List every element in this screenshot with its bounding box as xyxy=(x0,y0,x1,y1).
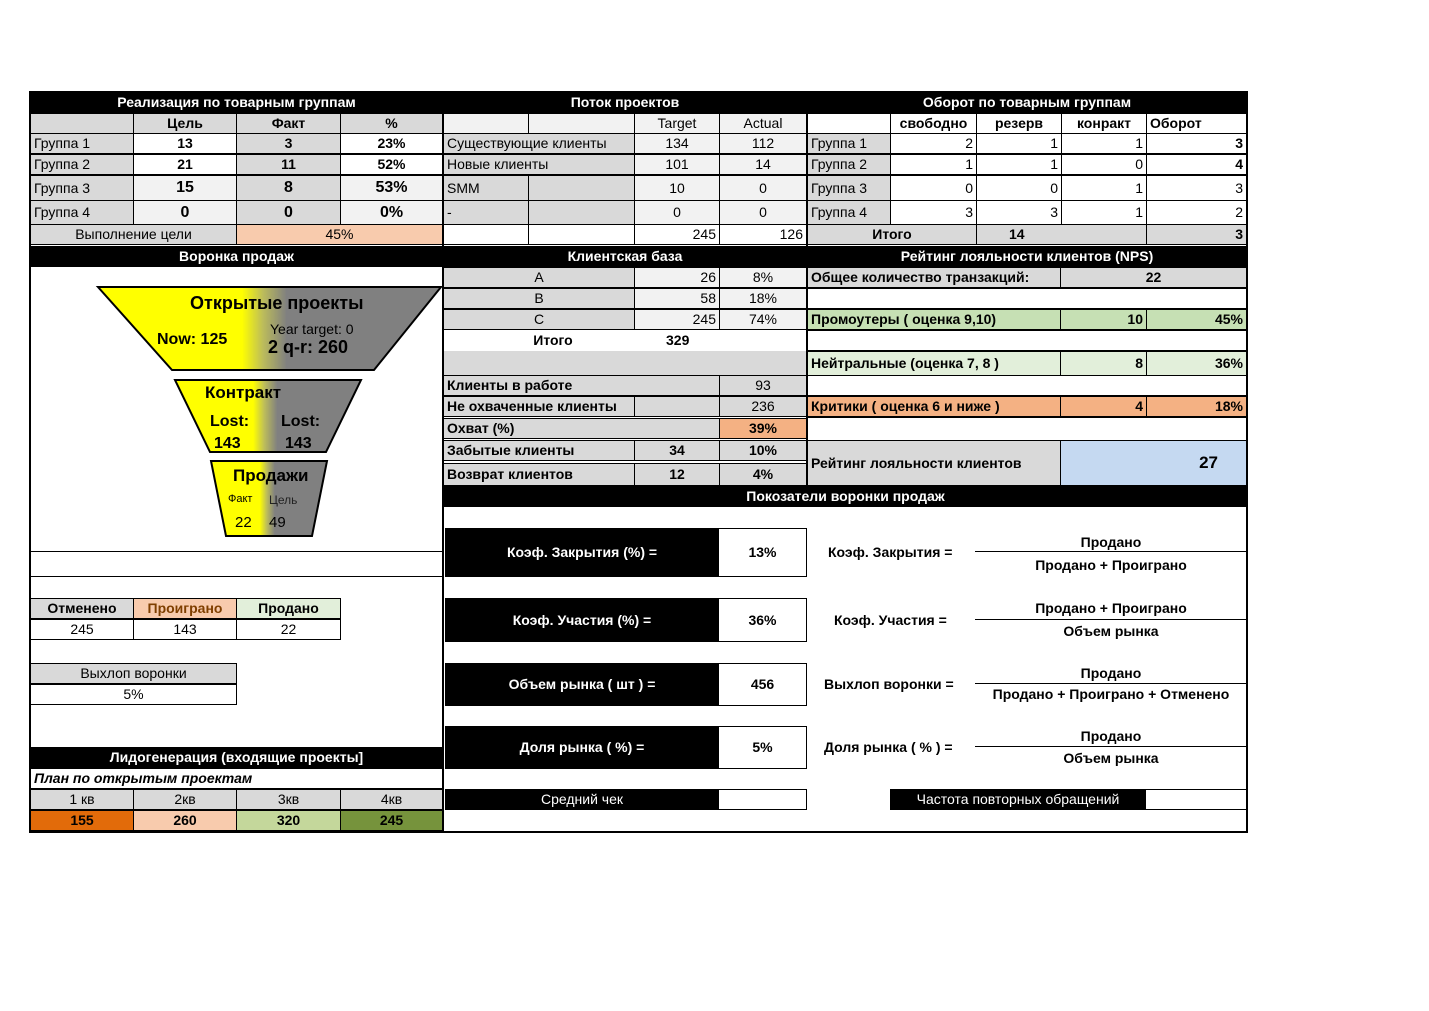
formula-yield-label: Выхлоп воронки = xyxy=(824,676,954,692)
status-header-cancelled: Отменено xyxy=(30,598,134,619)
status-header-sold: Продано xyxy=(236,598,341,619)
turnover-row-free: 3 xyxy=(890,200,977,225)
client-base-row-pct: 74% xyxy=(719,309,807,330)
turnover-row-reserve: 1 xyxy=(976,133,1062,154)
formula-closing-numerator: Продано xyxy=(1080,534,1142,550)
turnover-header: Оборот по товарным группам xyxy=(807,92,1247,113)
coverage-label: Охват (%) xyxy=(443,418,720,439)
uncovered-clients-value: 236 xyxy=(719,396,807,417)
forgotten-clients-pct: 10% xyxy=(719,440,807,461)
returned-clients-label: Возврат клиентов xyxy=(443,463,635,486)
kpi-market-volume-label: Объем рынка ( шт ) = xyxy=(445,663,719,706)
project-flow-row-name: Новые клиенты xyxy=(443,154,635,175)
sales-row-target: 13 xyxy=(133,133,237,154)
client-base-row-value: 26 xyxy=(634,267,720,288)
funnel-yield-value: 5% xyxy=(30,684,237,705)
funnel-divider-a xyxy=(30,551,443,577)
formula-yield-line xyxy=(975,683,1247,684)
project-flow-total-blank-a xyxy=(443,224,529,245)
project-flow-row-name: SMM xyxy=(443,175,529,201)
kpi-market-share-value: 5% xyxy=(718,726,807,769)
kpi-market-share-label: Доля рынка ( %) = xyxy=(445,726,719,769)
leadgen-header: Лидогенерация (входящие проекты] xyxy=(30,747,443,768)
client-base-row-value: 245 xyxy=(634,309,720,330)
divider-vertical-mid xyxy=(806,92,808,487)
sales-row-name: Группа 1 xyxy=(30,133,134,154)
client-base-spacer xyxy=(443,351,807,375)
funnel-sales-title: Продажи xyxy=(233,466,309,485)
repeat-rate-label: Частота повторных обращений xyxy=(890,789,1146,810)
client-base-row-pct: 18% xyxy=(719,288,807,309)
project-flow-header: Поток проектов xyxy=(443,92,807,113)
project-flow-row-target: 134 xyxy=(634,133,720,154)
leadgen-quarter-label: 4кв xyxy=(340,789,443,810)
project-flow-row-target: 10 xyxy=(634,175,720,201)
formula-participation-label: Коэф. Участия = xyxy=(834,612,947,628)
formula-share-numerator: Продано xyxy=(1080,728,1142,744)
leadgen-quarter-label: 3кв xyxy=(236,789,341,810)
status-value-cancelled: 245 xyxy=(30,619,134,640)
funnel-contract-lost-b: Lost: xyxy=(281,413,321,430)
formula-closing-line xyxy=(975,551,1247,552)
returned-clients-value: 12 xyxy=(634,463,720,486)
funnel-sales-fact: 22 xyxy=(235,514,252,531)
nps-rating-value: 27 xyxy=(1060,440,1247,486)
client-base-row-name: A xyxy=(443,267,635,288)
funnel-contract-lost-b-val: 143 xyxy=(285,435,312,451)
turnover-row-name: Группа 1 xyxy=(807,133,891,154)
turnover-row-name: Группа 2 xyxy=(807,154,891,175)
leadgen-quarter-value: 260 xyxy=(133,810,237,831)
sales-row-target: 15 xyxy=(133,175,237,201)
sales-groups-header: Реализация по товарным группам xyxy=(30,92,443,113)
project-flow-row-actual: 112 xyxy=(719,133,807,154)
funnel-contract-title: Контракт xyxy=(205,383,282,402)
sales-row-name: Группа 4 xyxy=(30,200,134,225)
project-flow-row-actual: 0 xyxy=(719,200,807,225)
formula-participation-denominator: Объем рынка xyxy=(1063,623,1159,639)
leadgen-quarter-value: 320 xyxy=(236,810,341,831)
project-flow-total-target: 245 xyxy=(634,224,720,245)
project-flow-col-actual: Actual xyxy=(719,113,807,134)
client-base-row-value: 58 xyxy=(634,288,720,309)
turnover-row-reserve: 0 xyxy=(976,175,1062,201)
sales-groups-col-pct: % xyxy=(340,113,443,134)
nps-promoters-value: 10 xyxy=(1060,309,1147,330)
funnel-sales-goal: 49 xyxy=(269,514,286,531)
sales-row-pct: 53% xyxy=(340,175,443,201)
formula-participation-numerator: Продано + Проиграно xyxy=(1035,600,1187,616)
uncovered-clients-label: Не охваченные клиенты xyxy=(443,396,635,417)
turnover-row-contract: 1 xyxy=(1061,200,1147,225)
repeat-rate-value xyxy=(1145,789,1247,810)
nps-spacer-c xyxy=(807,375,1247,396)
formula-yield-numerator: Продано xyxy=(1080,665,1142,681)
project-flow-row-name: Существующие клиенты xyxy=(443,133,635,154)
sales-row-name: Группа 2 xyxy=(30,154,134,175)
leadgen-quarter-value: 245 xyxy=(340,810,443,831)
nps-critics-label: Критики ( оценка 6 и ниже ) xyxy=(807,396,1061,417)
sales-groups-col-target: Цель xyxy=(133,113,237,134)
project-flow-row-sub xyxy=(528,200,635,225)
formula-share-label: Доля рынка ( % ) = xyxy=(824,739,953,755)
funnel-contract-lost-a: Lost: xyxy=(210,413,250,430)
sales-row-target: 21 xyxy=(133,154,237,175)
turnover-row-contract: 1 xyxy=(1061,133,1147,154)
clients-in-work-label: Клиенты в работе xyxy=(443,375,720,396)
sales-groups-col-fact: Факт xyxy=(236,113,341,134)
client-base-total-value: 329 xyxy=(662,330,807,351)
leadgen-quarter-label: 2кв xyxy=(133,789,237,810)
nps-header: Рейтинг лояльности клиентов (NPS) xyxy=(807,246,1247,267)
project-flow-row-sub xyxy=(528,175,635,201)
turnover-col-contract: конракт xyxy=(1061,113,1147,134)
forgotten-clients-value: 34 xyxy=(634,440,720,461)
nps-spacer-d xyxy=(807,417,1247,441)
turnover-row-free: 1 xyxy=(890,154,977,175)
formula-closing-denominator: Продано + Проиграно xyxy=(1035,557,1187,573)
goal-completion-label: Выполнение цели xyxy=(30,224,237,245)
kpi-market-volume-value: 456 xyxy=(718,663,807,706)
turnover-row-turnover: 3 xyxy=(1146,175,1247,201)
nps-promoters-pct: 45% xyxy=(1146,309,1247,330)
turnover-col-turnover: Оборот xyxy=(1146,113,1247,134)
turnover-col-free: свободно xyxy=(890,113,977,134)
kpi-header: Покозатели воронки продаж xyxy=(443,486,1248,507)
funnel-sales-goal-label: Цель xyxy=(269,493,298,507)
turnover-total-turnover: 3 xyxy=(1146,224,1247,245)
turnover-total-value: 14 xyxy=(976,224,1147,245)
status-value-lost: 143 xyxy=(133,619,237,640)
project-flow-row-actual: 0 xyxy=(719,175,807,201)
nps-promoters-label: Промоутеры ( оценка 9,10) xyxy=(807,309,1061,330)
nps-rating-label: Рейтинг лояльности клиентов xyxy=(807,440,1061,486)
project-flow-row-name: - xyxy=(443,200,529,225)
funnel-sales-fact-label: Факт xyxy=(228,493,253,505)
project-flow-row-target: 101 xyxy=(634,154,720,175)
kpi-closing-value: 13% xyxy=(718,528,807,577)
project-flow-row-actual: 14 xyxy=(719,154,807,175)
sales-row-fact: 11 xyxy=(236,154,341,175)
sales-row-fact: 0 xyxy=(236,200,341,225)
avg-check-label: Средний чек xyxy=(445,789,719,810)
sales-row-fact: 3 xyxy=(236,133,341,154)
project-flow-col-target: Target xyxy=(634,113,720,134)
status-header-lost: Проиграно xyxy=(133,598,237,619)
funnel-yield-label: Выхлоп воронки xyxy=(30,663,237,684)
status-value-sold: 22 xyxy=(236,619,341,640)
formula-participation-line xyxy=(975,619,1247,620)
formula-share-line xyxy=(975,746,1247,747)
turnover-row-turnover: 3 xyxy=(1146,133,1247,154)
leadgen-plan-label: План по открытым проектам xyxy=(30,768,443,789)
coverage-value: 39% xyxy=(719,418,807,439)
leadgen-quarter-label: 1 кв xyxy=(30,789,134,810)
funnel-open-title: Открытые проекты xyxy=(190,293,364,313)
formula-yield-denominator: Продано + Проиграно + Отменено xyxy=(992,686,1230,702)
formula-closing-label: Коэф. Закрытия = xyxy=(828,544,953,560)
nps-critics-pct: 18% xyxy=(1146,396,1247,417)
turnover-row-turnover: 2 xyxy=(1146,200,1247,225)
client-base-row-name: B xyxy=(443,288,635,309)
turnover-row-turnover: 4 xyxy=(1146,154,1247,175)
turnover-row-name: Группа 3 xyxy=(807,175,891,201)
turnover-total-label: Итого xyxy=(807,224,977,245)
goal-completion-value: 45% xyxy=(236,224,443,245)
sales-row-fact: 8 xyxy=(236,175,341,201)
client-base-row-pct: 8% xyxy=(719,267,807,288)
turnover-col-reserve: резерв xyxy=(976,113,1062,134)
sales-row-pct: 23% xyxy=(340,133,443,154)
turnover-row-free: 2 xyxy=(890,133,977,154)
client-base-row-name: C xyxy=(443,309,635,330)
uncovered-clients-spacer xyxy=(634,396,720,417)
turnover-row-reserve: 1 xyxy=(976,154,1062,175)
sales-row-pct: 0% xyxy=(340,200,443,225)
nps-spacer-a xyxy=(807,288,1247,309)
funnel-open-now: Now: 125 xyxy=(157,331,228,348)
sales-row-target: 0 xyxy=(133,200,237,225)
nps-transactions-label: Общее количество транзакций: xyxy=(807,267,1061,288)
leadgen-quarter-value: 155 xyxy=(30,810,134,831)
project-flow-corner-b xyxy=(528,113,635,134)
funnel-open-q: 2 q-r: 260 xyxy=(268,337,349,357)
turnover-row-reserve: 3 xyxy=(976,200,1062,225)
sales-row-pct: 52% xyxy=(340,154,443,175)
sales-groups-corner xyxy=(30,113,134,134)
project-flow-corner-a xyxy=(443,113,529,134)
funnel-contract-lost-a-val: 143 xyxy=(214,435,241,451)
project-flow-total-actual: 126 xyxy=(719,224,807,245)
sales-row-name: Группа 3 xyxy=(30,175,134,201)
project-flow-row-target: 0 xyxy=(634,200,720,225)
clients-in-work-value: 93 xyxy=(719,375,807,396)
divider-vertical-left xyxy=(442,92,444,832)
nps-neutral-label: Нейтральные (оценка 7, 8 ) xyxy=(807,351,1061,376)
funnel-header: Воронка продаж xyxy=(30,246,443,267)
forgotten-clients-label: Забытые клиенты xyxy=(443,440,635,461)
nps-spacer-b xyxy=(807,330,1247,351)
formula-share-denominator: Объем рынка xyxy=(1063,750,1159,766)
avg-check-value xyxy=(718,789,807,810)
client-base-total-label: Итого xyxy=(443,330,663,351)
funnel-open-year: Year target: 0 xyxy=(270,321,354,337)
nps-transactions-value: 22 xyxy=(1060,267,1247,288)
returned-clients-pct: 4% xyxy=(719,463,807,486)
turnover-row-contract: 1 xyxy=(1061,175,1147,201)
kpi-participation-value: 36% xyxy=(718,598,807,642)
turnover-row-name: Группа 4 xyxy=(807,200,891,225)
turnover-corner xyxy=(807,113,891,134)
kpi-participation-label: Коэф. Участия (%) = xyxy=(445,598,719,642)
turnover-row-contract: 0 xyxy=(1061,154,1147,175)
client-base-header: Клиентская база xyxy=(443,246,807,267)
kpi-closing-label: Коэф. Закрытия (%) = xyxy=(445,528,719,577)
nps-neutral-pct: 36% xyxy=(1146,351,1247,376)
turnover-row-free: 0 xyxy=(890,175,977,201)
project-flow-total-blank-b xyxy=(528,224,635,245)
nps-neutral-value: 8 xyxy=(1060,351,1147,376)
nps-critics-value: 4 xyxy=(1060,396,1147,417)
